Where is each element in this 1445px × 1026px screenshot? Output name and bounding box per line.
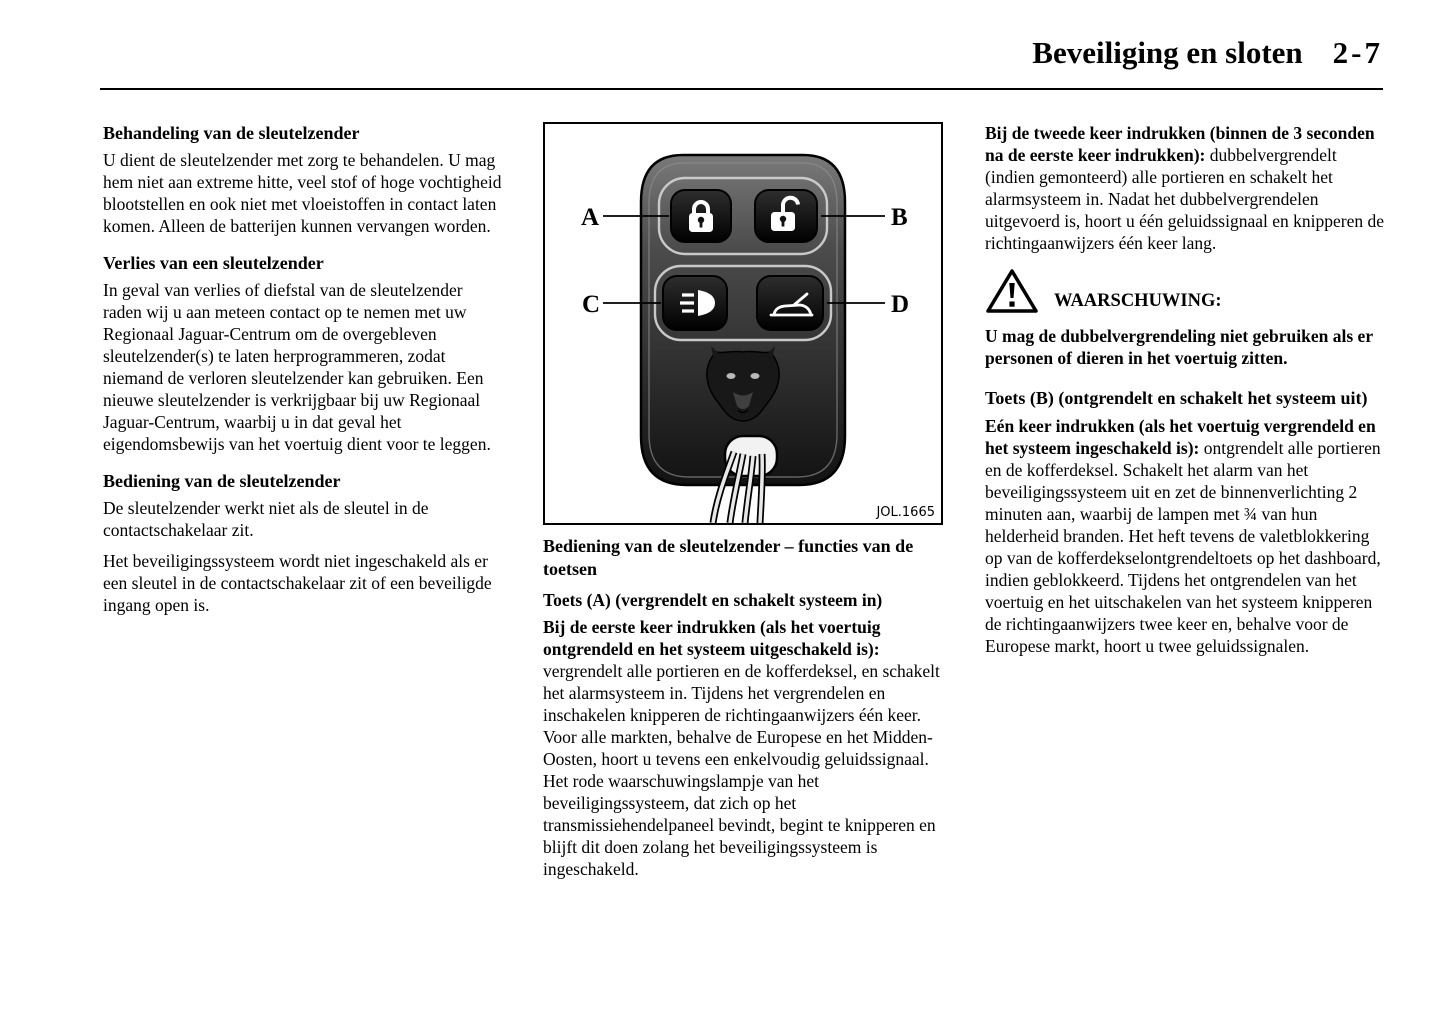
warning-header [985, 267, 1384, 315]
column-right [985, 122, 1384, 666]
label-c: C [582, 291, 601, 318]
page-number: 2-7 [1332, 35, 1383, 70]
toets-b-lead: Eén keer indrukken (als het voertuig vergrendeld en het systeem ingeschakeld is): [985, 416, 1376, 458]
toets-a-second-rest: dubbelvergrendelt (indien gemonteerd) alle portieren en schakelt het alarmsysteem in. Nadat het dubbelvergrendelen uitgevoerd is, hoort u één geluidssignaal en knipperen de richtingaanwijzers één keer lang. [985, 145, 1384, 253]
paragraph-bediening-2: Het beveiligingssysteem wordt niet ingeschakeld als er een sleutel in de contactschakelaar zit of een beveiligde ingang open is. [103, 551, 492, 615]
heading-toets-a: Toets (A) (vergrendelt en schakelt systeem in) [543, 590, 883, 610]
chapter-title: Beveiliging en sloten [1032, 35, 1303, 70]
toets-b-rest: ontgrendelt alle portieren en de kofferdeksel. Schakelt het alarm van het beveiligingssysteem uit en zet de binnenverlichting 2 minuten aan, waarbij de lampen met ¾ van hun helderheid branden. Het heft tevens de valetblokkering op van de kofferdekselontgrendeltoets op het dashboard, indien geblokkeerd. Tijdens het ontgrendelen van het voertuig en het uitschakelen van het systeem knipperen de richtingaanwijzers twee keer en, behalve voor de Europese markt, hoort u twee geluidssignalen. [985, 438, 1381, 656]
paragraph-behandeling: U dient de sleutelzender met zorg te behandelen. U mag hem niet aan extreme hitte, veel stof of hoge vochtigheid blootstellen en ook niet met vloeistoffen in contact laten komen. Alleen de batterijen kunnen vervangen worden. [103, 150, 502, 236]
paragraph-verlies: In geval van verlies of diefstal van de sleutelzender raden wij u aan meteen contact op te nemen met uw Regionaal Jaguar-Centrum om de overgebleven sleutelzender(s) te laten herprogrammeren, zodat niemand de verloren sleutelzender kan gebruiken. Een nieuwe sleutelzender is verkrijgbaar bij uw Regionaal Jaguar-Centrum, waarbij u in dat geval het eigendomsbewijs van het voertuig dient voor te leggen. [103, 280, 491, 454]
toets-a-first-lead: Bij de eerste keer indrukken (als het voertuig ontgrendeld en het systeem uitgeschakeld is): [543, 617, 881, 659]
column-middle [543, 122, 944, 889]
label-d: D [891, 291, 910, 318]
figure-credit: JOL.1665 [876, 505, 935, 520]
header-rule [100, 88, 1383, 90]
warning-text: U mag de dubbelvergrendeling niet gebruiken als er personen of dieren in het voertuig zitten. [985, 326, 1373, 368]
column-left [103, 122, 503, 625]
page-header [100, 36, 1383, 70]
label-b: B [891, 204, 908, 231]
keyfob-button-b [755, 190, 817, 242]
warning-label: WAARSCHUWING: [1054, 291, 1222, 311]
heading-toets-b: Toets (B) (ontgrendelt en schakelt het systeem uit) [985, 388, 1368, 408]
label-a: A [581, 204, 600, 231]
keyfob-button-d [757, 276, 823, 330]
toets-a-first-rest: vergrendelt alle portieren en de kofferdeksel, en schakelt het alarmsysteem in. Tijdens het vergrendelen en inschakelen knipperen de richtingaanwijzers één keer. Voor alle markten, behalve de Europese en het Midden-Oosten, hoort u tevens een enkelvoudig geluidssignaal. Het rode waarschuwingslampje van het beveiligingssysteem, dat zich op het transmissiehendelpaneel bevindt, begint te knipperen en blijft dit doen zolang het beveiligingssysteem is ingeschakeld. [543, 661, 940, 879]
heading-verlies: Verlies van een sleutelzender [103, 253, 324, 273]
paragraph-bediening-1: De sleutelzender werkt niet als de sleutel in de contactschakelaar zit. [103, 498, 429, 540]
paragraph-toets-a-first [543, 616, 944, 880]
keyfob-button-a [671, 190, 731, 242]
paragraph-toets-b [985, 415, 1384, 657]
toets-a-second-lead: Bij de tweede keer indrukken (binnen de 3 seconden na de eerste keer indrukken): [985, 123, 1375, 165]
keyfob-button-c [663, 276, 727, 330]
heading-behandeling: Behandeling van de sleutelzender [103, 123, 360, 143]
keyfob-illustration [545, 124, 941, 523]
paragraph-toets-a-second [985, 122, 1384, 254]
heading-bediening: Bediening van de sleutelzender [103, 471, 341, 491]
figure-caption: Bediening van de sleutelzender – functies van de toetsen [543, 536, 914, 579]
keyfob-figure [543, 122, 943, 525]
warning-triangle-icon [985, 267, 1039, 315]
